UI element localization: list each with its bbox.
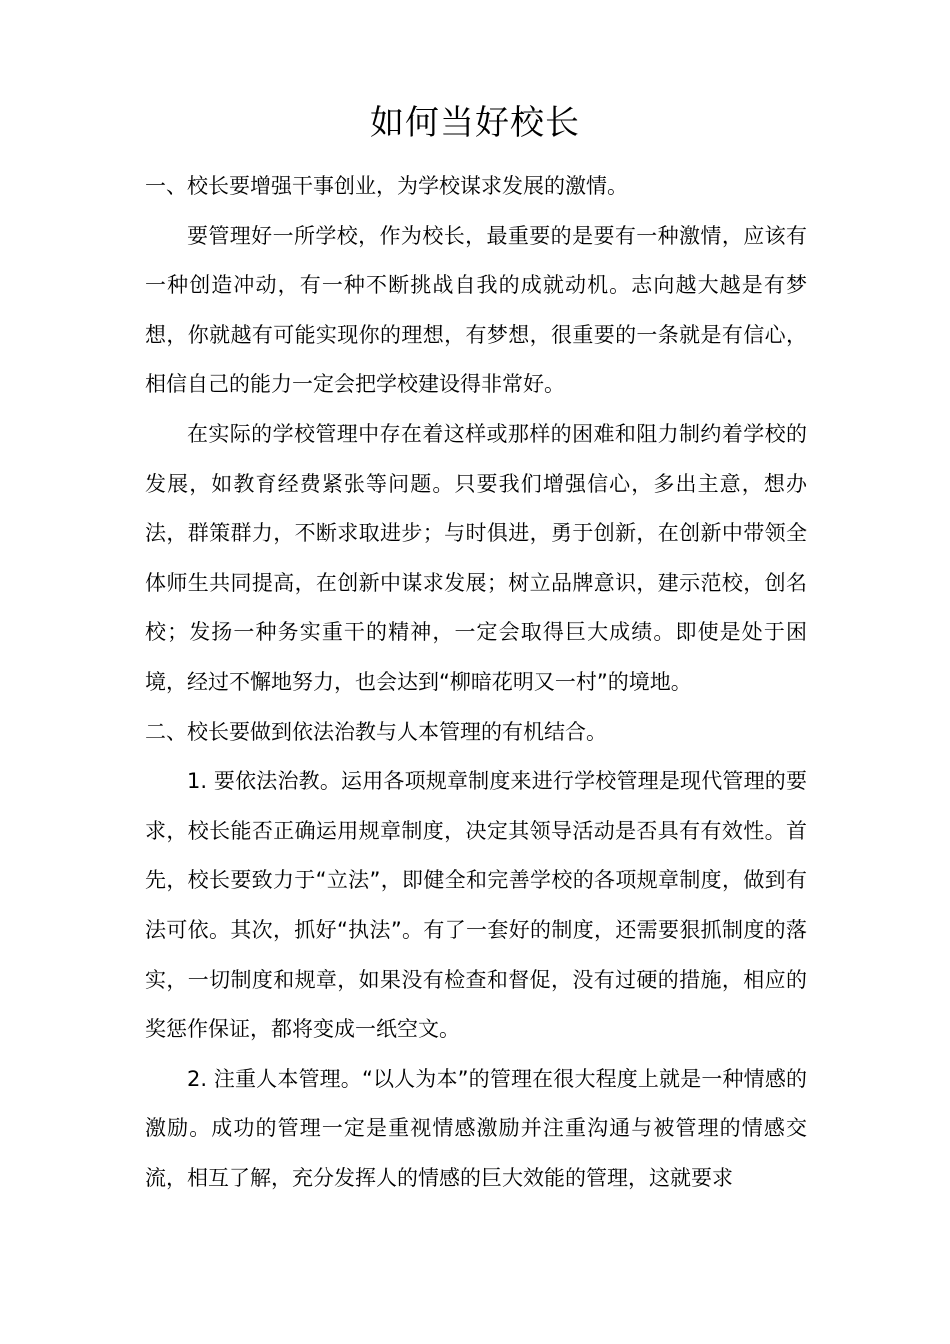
document-title: 如何当好校长 [370,103,580,143]
section-heading-1: 一、校长要增强干事创业，为学校谋求发展的激情。 [145,174,628,198]
paragraph: 2. 注重人本管理。“以人为本”的管理在很大程度上就是一种情感的激励。成功的管理一定是重视情感激励并注重沟通与被管理的情感交流，相互了解，充分发挥人的情感的巨大效能的管理，这就要求 [145,1066,807,1190]
paragraph: 要管理好一所学校，作为校长，最重要的是要有一种激情，应该有一种创造冲动，有一种不断挑战自我的成就动机。志向越大越是有梦想，你就越有可能实现你的理想，有梦想，很重要的一条就是有信心，相信自己的能力一定会把学校建设得非常好。 [145,223,807,397]
paragraph: 1. 要依法治教。运用各项规章制度来进行学校管理是现代管理的要求，校长能否正确运用规章制度，决定其领导活动是否具有有效性。首先，校长要致力于“立法”，即健全和完善学校的各项规章制度，做到有法可依。其次，抓好“执法”。有了一套好的制度，还需要狠抓制度的落实，一切制度和规章，如果没有检查和督促，没有过硬的措施，相应的奖惩作保证，都将变成一纸空文。 [145,769,807,1042]
section-heading-2: 二、校长要做到依法治教与人本管理的有机结合。 [145,719,607,744]
document-body [145,162,807,1203]
paragraph: 在实际的学校管理中存在着这样或那样的困难和阻力制约着学校的发展，如教育经费紧张等问题。只要我们增强信心，多出主意，想办法，群策群力，不断求取进步；与时俱进，勇于创新，在创新中带领全体师生共同提高，在创新中谋求发展；树立品牌意识，建示范校，创名校；发扬一种务实重干的精神，一定会取得巨大成绩。即使是处于困境，经过不懈地努力，也会达到“柳暗花明又一村”的境地。 [145,421,807,694]
